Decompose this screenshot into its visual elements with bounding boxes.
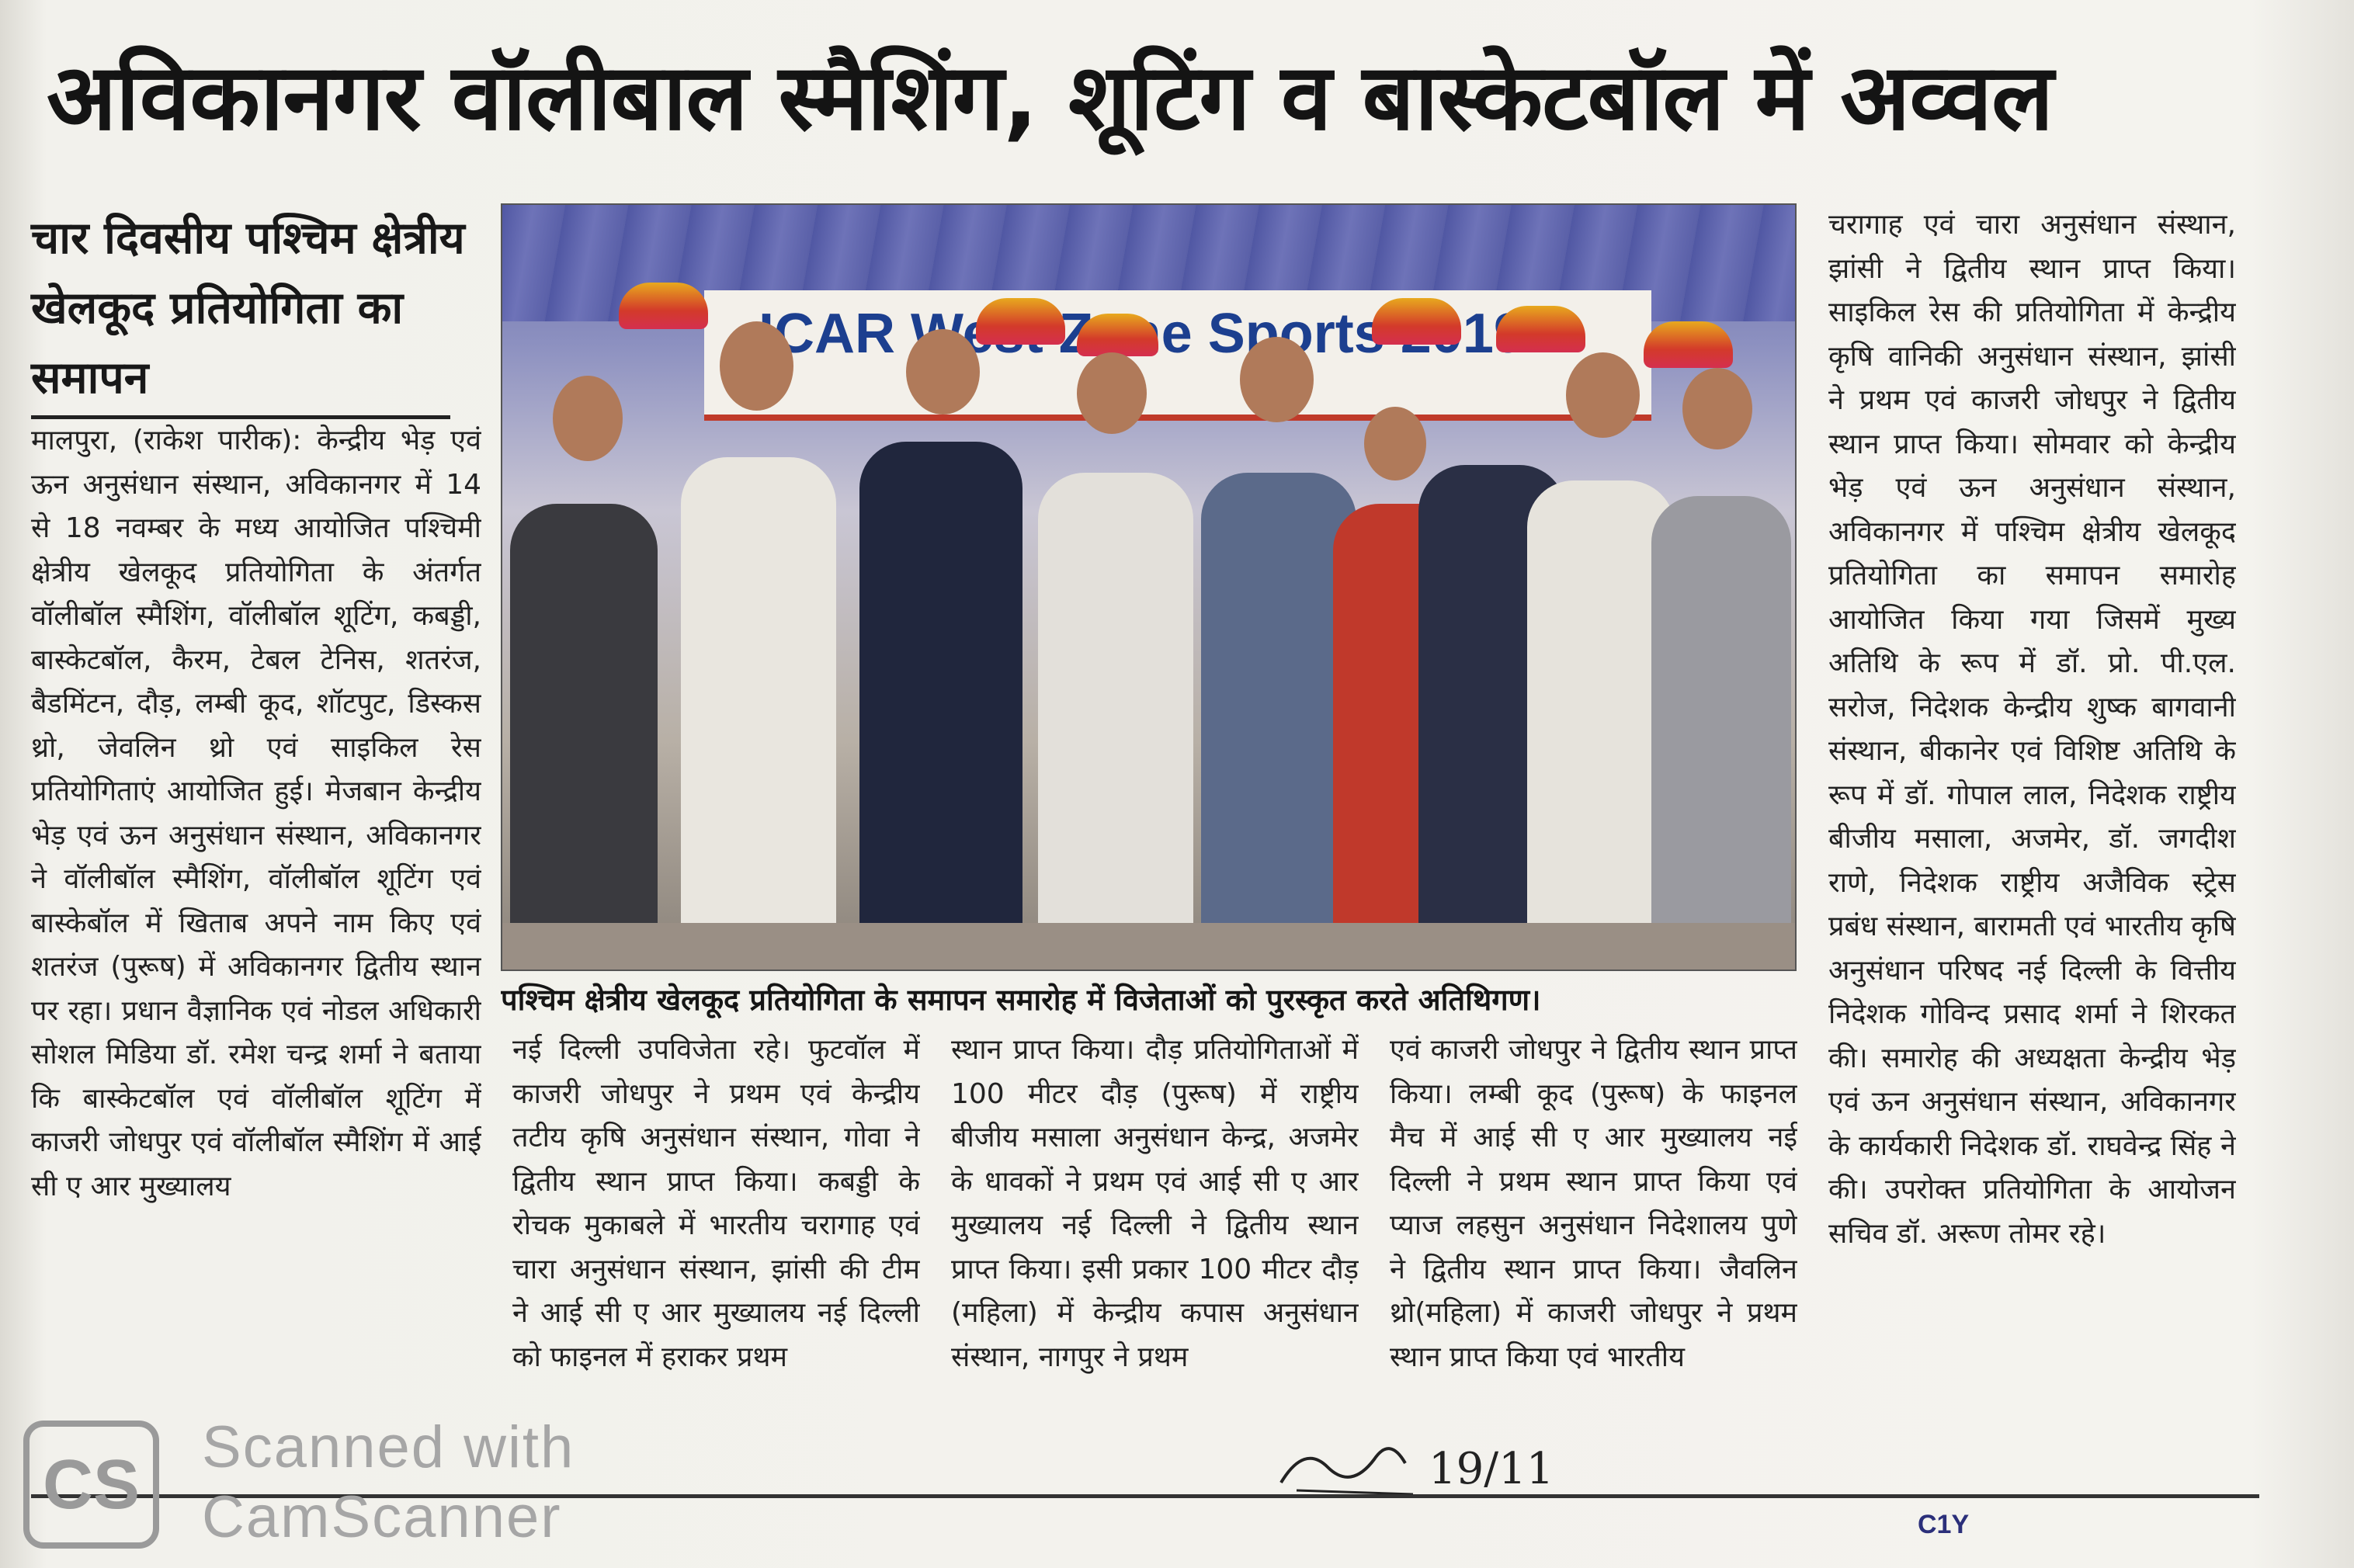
article-text-3: स्थान प्राप्त किया। दौड़ प्रतियोगिताओं में 100 मीटर दौड़ (पुरूष) में राष्ट्रीय बीजीय मसाला अनुसंधान केन्द्र, अजमेर के धावकों ने प्रथम एवं आई सी ए आर मुख्यालय नई दिल्ली ने द्वितीय स्थान प्राप्त किया। इसी प्रकार 100 मीटर दौड़ (महिला) में केन्द्रीय कपास अनुसंधान संस्थान, नागपुर ने प्रथम — [951, 1034, 1359, 1373]
turban-icon — [619, 283, 708, 329]
article-column-2 — [512, 1029, 920, 1417]
stage-floor — [502, 923, 1795, 970]
turban-icon — [1372, 298, 1461, 345]
person-head — [1077, 352, 1147, 434]
person-head — [1566, 352, 1640, 438]
banner-text: ICAR Sports 2019 — [759, 303, 1525, 365]
publication-logo: C1Y — [1918, 1510, 1970, 1539]
person-figure — [510, 504, 658, 938]
turban-icon — [1496, 306, 1585, 352]
camscanner-watermark — [23, 1413, 613, 1552]
person-head — [1240, 337, 1314, 422]
person-figure — [1651, 496, 1791, 938]
headline: अविकानगर वॉलीबाल स्मैशिंग, शूटिंग व बास्केटबॉल में अव्वल — [47, 43, 2054, 151]
article-text-4: एवं काजरी जोधपुर ने द्वितीय स्थान प्राप्त किया। लम्बी कूद (पुरूष) के फाइनल मैच में आई सी ए आर मुख्यालय नई दिल्ली ने प्रथम स्थान प्राप्त किया एवं प्याज लहसुन अनुसंधान निदेशालय पुणे ने द्वितीय स्थान प्राप्त किया। जैवलिन थ्रो(महिला) में काजरी जोधपुर ने प्रथम स्थान प्राप्त किया एवं भारतीय — [1390, 1034, 1797, 1373]
photo-caption: पश्चिम क्षेत्रीय खेलकूद प्रतियोगिता के समापन समारोह में विजेताओं को पुरस्कृत करते अतिथिगण। — [501, 983, 1541, 1017]
person-head — [720, 321, 793, 411]
camscanner-logo-icon: CS — [23, 1421, 159, 1549]
ceremony-photo — [501, 203, 1797, 971]
handwritten-date: 19/11 — [1429, 1444, 1554, 1494]
article-column-3 — [951, 1029, 1359, 1417]
article-text-5: चरागाह एवं चारा अनुसंधान संस्थान, झांसी ने द्वितीय स्थान प्राप्त किया। साइकिल रेस की प्रतियोगिता में केन्द्रीय कृषि वानिकी अनुसंधान संस्थान, झांसी ने प्रथम एवं काजरी जोधपुर ने द्वितीय स्थान प्राप्त किया। सोमवार को केन्द्रीय भेड़ एवं ऊन अनुसंधान संस्थान, अविकानगर में पश्चिम क्षेत्रीय खेलकूद प्रतियोगिता का समापन समारोह आयोजित किया गया जिसमें मुख्य अतिथि के रूप में डॉ. प्रो. पी.एल. सरोज, निदेशक केन्द्रीय शुष्क बागवानी संस्थान, बीकानेर एवं विशिष्ट अतिथि के रूप में डॉ. गोपाल लाल, निदेशक राष्ट्रीय बीजीय मसाला, अजमेर, डॉ. जगदीश राणे, निदेशक राष्ट्रीय अजैविक स्ट्रेस प्रबंध संस्थान, बारामती एवं भारतीय कृषि अनुसंधान परिषद नई दिल्ली के वित्तीय निदेशक गोविन्द प्रसाद शर्मा ने शिरकत की। समारोह की अध्यक्षता केन्द्रीय भेड़ एवं ऊन अनुसंधान संस्थान, अविकानगर के कार्यकारी निदेशक डॉ. राघवेन्द्र सिंह ने की। उपरोक्त प्रतियोगिता के आयोजन सचिव डॉ. अरूण तोमर रहे। — [1828, 209, 2236, 1250]
article-column-1 — [31, 419, 481, 1421]
person-head — [1682, 368, 1752, 449]
person-head — [1364, 407, 1426, 480]
turban-icon — [1077, 314, 1158, 356]
handwritten-signature — [1273, 1421, 1553, 1506]
person-head — [553, 376, 623, 461]
turban-icon — [976, 298, 1065, 345]
watermark-line-1: Scanned with — [202, 1414, 575, 1480]
subheadline: चार दिवसीय पश्चिम क्षेत्रीय खेलकूद प्रतियोगिता का समापन — [31, 213, 465, 404]
person-figure — [859, 442, 1022, 938]
article-column-4 — [1390, 1029, 1797, 1417]
turban-icon — [1644, 321, 1733, 368]
person-figure — [1038, 473, 1193, 938]
watermark-line-2: CamScanner — [202, 1484, 562, 1550]
person-head — [906, 329, 980, 415]
person-figure — [681, 457, 836, 938]
article-text-2: नई दिल्ली उपविजेता रहे। फुटवॉल में काजरी जोधपुर ने प्रथम एवं केन्द्रीय तटीय कृषि अनुसंधान संस्थान, गोवा ने द्वितीय स्थान प्राप्त किया। कबड्डी के रोचक मुकाबले में भारतीय चरागाह एवं चारा अनुसंधान संस्थान, झांसी की टीम ने आई सी ए आर मुख्यालय नई दिल्ली को फाइनल में हराकर प्रथम — [512, 1034, 920, 1373]
watermark-text — [202, 1413, 575, 1552]
article-text-1: मालपुरा, (राकेश पारीक): केन्द्रीय भेड़ एवं ऊन अनुसंधान संस्थान, अविकानगर में 14 से 18 नवम्बर के मध्य आयोजित पश्चिमी क्षेत्रीय खेलकूद प्रतियोगिता के अंतर्गत वॉलीबॉल स्मैशिंग, वॉलीबॉल शूटिंग, कबड्डी, बास्केटबॉल, कैरम, टेबल टेनिस, शतरंज, बैडमिंटन, दौड़, लम्बी कूद, शॉटपुट, डिस्कस थ्रो, जेवलिन थ्रो एवं साइकिल रेस प्रतियोगिताएं आयोजित हुई। मेजबान केन्द्रीय भेड़ एवं ऊन अनुसंधान संस्थान, अविकानगर ने वॉलीबॉल स्मैशिंग, वॉलीबॉल शूटिंग एवं बास्केबॉल में खिताब अपने नाम किए एवं शतरंज (पुरूष) में अविकानगर द्वितीय स्थान पर रहा। प्रधान वैज्ञानिक एवं नोडल अधिकारी सोशल मिडिया डॉ. रमेश चन्द्र शर्मा ने बताया कि बास्केटबॉल एवं वॉलीबॉल शूटिंग में काजरी जोधपुर एवं वॉलीबॉल स्मैशिंग में आई सी ए आर मुख्यालय — [31, 425, 481, 1202]
article-column-5 — [1828, 203, 2236, 1422]
